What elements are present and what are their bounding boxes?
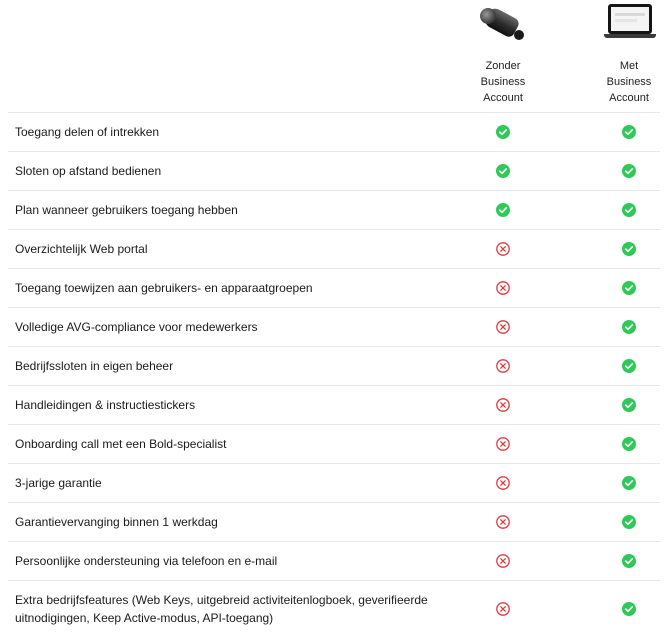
check-icon <box>496 164 510 178</box>
cross-icon <box>496 437 510 451</box>
check-icon <box>622 125 636 139</box>
check-icon <box>622 554 636 568</box>
laptop-dashboard-image <box>584 0 670 48</box>
feature-comparison-table <box>8 112 660 637</box>
cross-icon <box>496 398 510 412</box>
check-icon <box>622 281 636 295</box>
check-icon <box>496 125 510 139</box>
feature-label: Volledige AVG-compliance voor medewerkers <box>15 320 258 334</box>
table-row <box>8 463 660 502</box>
feature-label: Garantievervanging binnen 1 werkdag <box>15 515 218 529</box>
cross-icon <box>496 242 510 256</box>
table-row <box>8 580 660 637</box>
comparison-header <box>0 0 670 112</box>
check-icon <box>622 320 636 334</box>
table-row <box>8 112 660 151</box>
check-icon <box>622 398 636 412</box>
feature-label: Toegang toewijzen aan gebruikers- en apparaatgroepen <box>15 281 313 295</box>
check-icon <box>622 164 636 178</box>
cross-icon <box>496 359 510 373</box>
column-with-business-account <box>584 0 670 106</box>
table-row <box>8 385 660 424</box>
cross-icon <box>496 281 510 295</box>
column-label-without: Zonder Business Account <box>480 60 526 104</box>
feature-label: Extra bedrijfsfeatures (Web Keys, uitgebreid activiteitenlogboek, geverifieerde uitnodigingen, Keep Active-modus, API-toegang) <box>15 593 428 625</box>
check-icon <box>622 602 636 616</box>
smart-lock-image <box>458 0 548 48</box>
feature-label: Plan wanneer gebruikers toegang hebben <box>15 203 238 217</box>
table-row <box>8 268 660 307</box>
feature-label: Bedrijfssloten in eigen beheer <box>15 359 174 373</box>
feature-label: Sloten op afstand bedienen <box>15 164 162 178</box>
table-row <box>8 502 660 541</box>
feature-label: Onboarding call met een Bold-specialist <box>15 437 227 451</box>
cross-icon <box>496 602 510 616</box>
cross-icon <box>496 515 510 529</box>
column-without-business-account <box>458 0 548 106</box>
check-icon <box>622 242 636 256</box>
feature-label: Toegang delen of intrekken <box>15 125 160 139</box>
check-icon <box>622 476 636 490</box>
table-row <box>8 307 660 346</box>
check-icon <box>622 437 636 451</box>
column-label-with: Met Business Account <box>606 60 652 104</box>
feature-label: Persoonlijke ondersteuning via telefoon en e-mail <box>15 554 278 568</box>
feature-label: Overzichtelijk Web portal <box>15 242 148 256</box>
check-icon <box>622 359 636 373</box>
table-row <box>8 190 660 229</box>
check-icon <box>622 203 636 217</box>
cross-icon <box>496 320 510 334</box>
feature-label: Handleidingen & instructiestickers <box>15 398 196 412</box>
table-row <box>8 229 660 268</box>
table-row <box>8 541 660 580</box>
check-icon <box>496 203 510 217</box>
check-icon <box>622 515 636 529</box>
feature-label: 3-jarige garantie <box>15 476 102 490</box>
table-row <box>8 346 660 385</box>
table-row <box>8 151 660 190</box>
cross-icon <box>496 476 510 490</box>
cross-icon <box>496 554 510 568</box>
table-row <box>8 424 660 463</box>
